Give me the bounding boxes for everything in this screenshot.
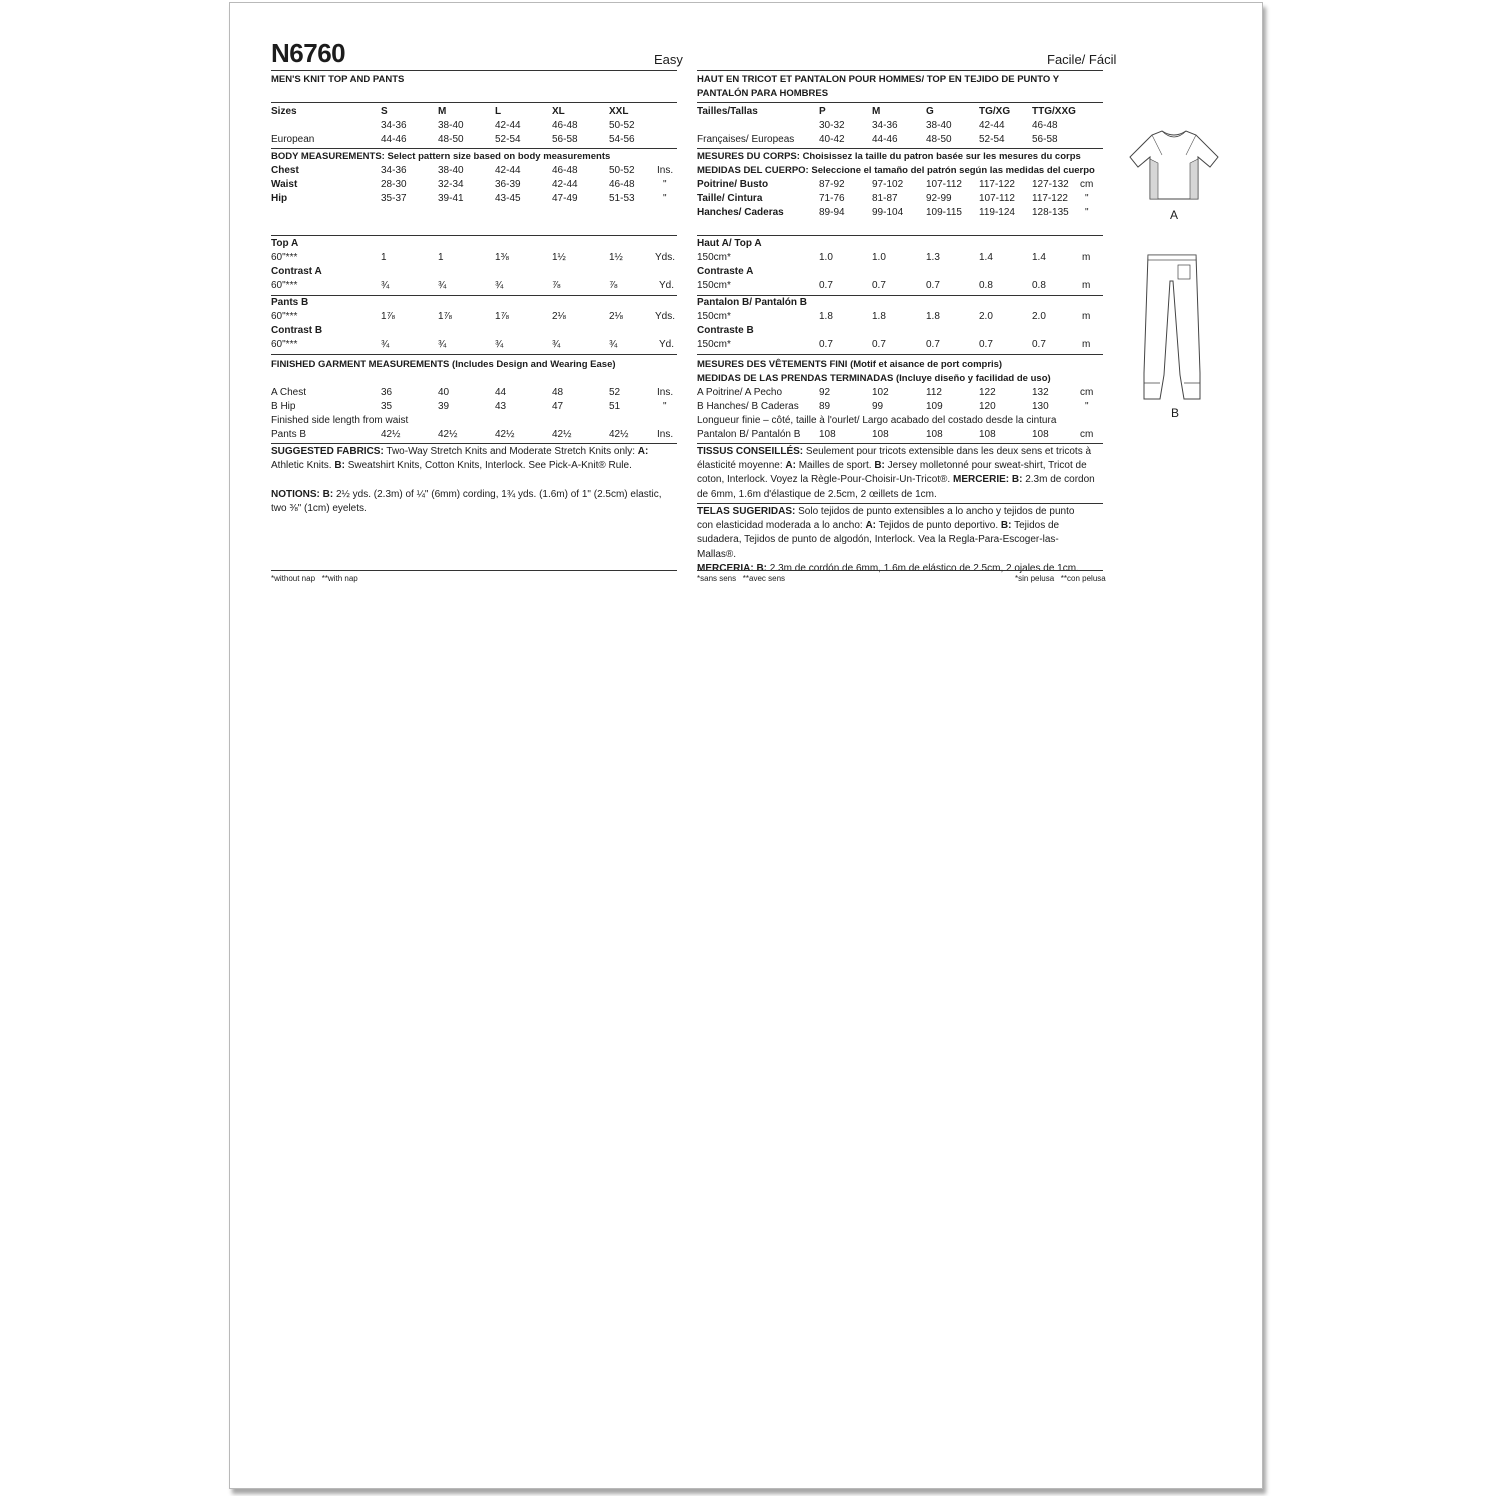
body-value: 36-39 [495, 179, 521, 190]
finished-value: 109 [926, 401, 943, 412]
size-header: XXL [609, 106, 629, 117]
body-value: 107-112 [926, 179, 962, 190]
size-header: M [872, 106, 881, 117]
finished-row-label: B Hip [271, 401, 296, 412]
finished-value: 47 [552, 401, 564, 412]
size-range: 50-52 [609, 120, 635, 131]
pants-length-label: Pants B [271, 429, 307, 440]
yardage-value: 0.7 [872, 339, 886, 350]
sizes-label-fr: Tailles/Tallas [697, 106, 758, 117]
tissus-conseilles: TISSUS CONSEILLÉS: Seulement pour tricots extensible dans les deux sens et tricots à élasticité moyenne: A: Mailles de sport. B: Jersey molletonné pour sweat-shirt, Tricot de coton, Interlock. Voyez la Règle-Pour-Choisir-Un-Tricot®. MERCERIE: B: 2.3m de cordon de 6mm, 1.6m d'élastique de 2.5cm, 2 œillets de 1cm. [697, 446, 1095, 500]
yardage-value: 0.7 [1032, 339, 1046, 350]
yardage-heading: Contraste A [697, 266, 754, 277]
body-row-label: Poitrine/ Busto [697, 179, 769, 190]
body-value: 107-112 [979, 193, 1015, 204]
finished-value: 43 [495, 401, 507, 412]
finished-row-label: A Poitrine/ A Pecho [697, 387, 783, 398]
body-row-label: Hanches/ Caderas [697, 207, 784, 218]
fabric-width: 60"*** [271, 252, 298, 263]
body-value: 39-41 [438, 193, 464, 204]
body-value: 127-132 [1032, 179, 1069, 190]
unit-label: cm [1080, 179, 1094, 190]
body-value: 71-76 [819, 193, 845, 204]
european-size: 56-58 [552, 134, 578, 145]
yardage-value: 2.0 [979, 311, 993, 322]
view-b-label: B [1171, 406, 1180, 420]
european-size: 40-42 [819, 134, 845, 145]
yardage-value: 1.8 [819, 311, 833, 322]
yardage-value: 1 [381, 252, 387, 263]
size-range: 34-36 [381, 120, 407, 131]
yardage-value: 1.0 [872, 252, 886, 263]
finished-value: 89 [819, 401, 831, 412]
pants-length-value: 42½ [552, 429, 572, 440]
body-row-label: Hip [271, 193, 288, 204]
yardage-value: 0.7 [926, 339, 940, 350]
body-value: 46-48 [552, 165, 578, 176]
body-value: 92-99 [926, 193, 952, 204]
yardage-heading: Pants B [271, 297, 309, 308]
pants-length-value: 108 [979, 429, 996, 440]
unit-label: m [1082, 280, 1091, 291]
size-range: 42-44 [495, 120, 521, 131]
suggested-fabrics: SUGGESTED FABRICS: Two-Way Stretch Knits and Moderate Stretch Knits only: A: Athletic Knits. B: Sweatshirt Knits, Cotton Knits, Interlock. See Pick-A-Knit® Rule. [271, 446, 649, 472]
finished-measurements-heading: FINISHED GARMENT MEASUREMENTS (Includes Design and Wearing Ease) [271, 359, 616, 370]
yardage-value: 1.4 [979, 252, 993, 263]
yardage-value: 1.3 [926, 252, 940, 263]
size-header: P [819, 106, 826, 117]
finished-value: 99 [872, 401, 884, 412]
body-value: 43-45 [495, 193, 521, 204]
yardage-value: 1.8 [926, 311, 940, 322]
yardage-value: ¾ [381, 339, 390, 350]
size-range: 38-40 [438, 120, 464, 131]
size-header: XL [552, 106, 565, 117]
body-value: 35-37 [381, 193, 407, 204]
body-value: 117-122 [979, 179, 1015, 190]
difficulty-label: Easy [654, 52, 683, 67]
sizes-label: Sizes [271, 106, 297, 117]
finished-value: 51 [609, 401, 621, 412]
body-value: 32-34 [438, 179, 464, 190]
body-value: 119-124 [979, 207, 1015, 218]
difficulty-label-fr: Facile/ Fácil [1047, 52, 1117, 67]
finished-value: 130 [1032, 401, 1049, 412]
finished-value: 120 [979, 401, 996, 412]
finished-row-label: A Chest [271, 387, 307, 398]
body-row-label: Waist [271, 179, 298, 190]
yardage-value: 1⅞ [495, 311, 509, 322]
yardage-heading: Contrast A [271, 266, 322, 277]
yardage-value: 1.4 [1032, 252, 1046, 263]
european-size: 52-54 [495, 134, 521, 145]
body-value: 42-44 [495, 165, 521, 176]
unit-label: Yds. [655, 311, 676, 322]
body-measurements-heading-fr: MESURES DU CORPS: Choisissez la taille du patron basée sur les mesures du corps [697, 151, 1081, 162]
unit-label: Ins. [657, 165, 674, 176]
yardage-value: ¾ [609, 339, 618, 350]
view-a-label: A [1170, 208, 1179, 222]
yardage-value: 2⅛ [609, 311, 623, 322]
body-value: 34-36 [381, 165, 407, 176]
unit-label: Yd. [659, 339, 675, 350]
finished-value: 44 [495, 387, 507, 398]
unit-label: Ins. [657, 429, 674, 440]
unit-label: m [1082, 311, 1091, 322]
yardage-value: 1.8 [872, 311, 886, 322]
finished-value: 112 [926, 387, 942, 398]
yardage-value: ¾ [495, 339, 504, 350]
yardage-value: ⅞ [552, 280, 561, 291]
finished-value: 39 [438, 401, 450, 412]
size-header: L [495, 106, 502, 117]
body-value: 28-30 [381, 179, 407, 190]
european-size: 44-46 [381, 134, 407, 145]
yardage-value: 1.0 [819, 252, 833, 263]
yardage-value: 1 [438, 252, 444, 263]
pattern-number: N6760 [271, 38, 346, 68]
body-value: 99-104 [872, 207, 904, 218]
unit-label: cm [1080, 387, 1094, 398]
pants-length-value: 108 [819, 429, 836, 440]
unit-label: m [1082, 339, 1091, 350]
yardage-value: ¾ [438, 339, 447, 350]
body-value: 117-122 [1032, 193, 1068, 204]
finished-measurements-heading-fr: MESURES DES VÊTEMENTS FINI (Motif et aisance de port compris) [697, 359, 1003, 370]
footnote-es: *sin pelusa **con pelusa [1015, 574, 1106, 583]
body-value: 87-92 [819, 179, 845, 190]
pattern-instruction-sheet [229, 2, 1263, 1489]
finished-row-label: B Hanches/ B Caderas [697, 401, 799, 412]
pants-length-value: 42½ [381, 429, 401, 440]
yardage-value: 1⅞ [438, 311, 452, 322]
body-value: 97-102 [872, 179, 904, 190]
garment-subtitle: MEN'S KNIT TOP AND PANTS [271, 74, 405, 85]
size-header: TTG/XXG [1032, 106, 1076, 117]
yardage-value: 1⅜ [495, 252, 509, 263]
finished-value: 92 [819, 387, 831, 398]
yardage-heading: Contrast B [271, 325, 323, 336]
yardage-value: 0.7 [819, 280, 833, 291]
yardage-value: 0.8 [979, 280, 993, 291]
european-size: 54-56 [609, 134, 635, 145]
fabric-width: 60"*** [271, 311, 298, 322]
unit-label: m [1082, 252, 1091, 263]
body-value: 109-115 [926, 207, 962, 218]
unit-label: Yd. [659, 280, 675, 291]
top-a-sketch-icon [1128, 127, 1220, 207]
pants-length-value: 108 [926, 429, 943, 440]
european-size: 52-54 [979, 134, 1005, 145]
european-size: 56-58 [1032, 134, 1058, 145]
pants-length-value: 108 [872, 429, 889, 440]
yardage-heading: Pantalon B/ Pantalón B [697, 297, 808, 308]
size-range: 42-44 [979, 120, 1005, 131]
body-row-label: Chest [271, 165, 299, 176]
finished-value: 48 [552, 387, 564, 398]
size-range: 30-32 [819, 120, 845, 131]
side-length-note-fr: Longueur finie – côté, taille à l'ourlet/ Largo acabado del costado desde la cintura [697, 415, 1057, 426]
notions: NOTIONS: B: 2½ yds. (2.3m) of ¼" (6mm) cording, 1¾ yds. (1.6m) of 1" (2.5cm) elastic, two ⅜" (1cm) eyelets. [271, 489, 662, 515]
yardage-value: ¾ [552, 339, 561, 350]
yardage-value: 0.7 [872, 280, 886, 291]
body-value: 81-87 [872, 193, 898, 204]
yardage-heading: Haut A/ Top A [697, 238, 762, 249]
body-value: 89-94 [819, 207, 845, 218]
unit-label: " [663, 179, 667, 190]
yardage-value: 0.8 [1032, 280, 1046, 291]
body-value: 50-52 [609, 165, 635, 176]
body-value: 47-49 [552, 193, 578, 204]
finished-value: 40 [438, 387, 450, 398]
unit-label: " [663, 193, 667, 204]
yardage-value: 2.0 [1032, 311, 1046, 322]
body-row-label: Taille/ Cintura [697, 193, 763, 204]
pants-length-value: 42½ [438, 429, 458, 440]
size-header: TG/XG [979, 106, 1011, 117]
unit-label: " [1085, 193, 1089, 204]
size-header: G [926, 106, 934, 117]
unit-label: " [1085, 207, 1089, 218]
body-value: 46-48 [609, 179, 635, 190]
european-size: 44-46 [872, 134, 898, 145]
yardage-value: 0.7 [819, 339, 833, 350]
body-value: 51-53 [609, 193, 635, 204]
footnote: *without nap **with nap [271, 574, 358, 583]
unit-label: " [663, 401, 667, 412]
size-range: 38-40 [926, 120, 952, 131]
body-value: 128-135 [1032, 207, 1069, 218]
finished-value: 52 [609, 387, 621, 398]
european-size: 48-50 [926, 134, 952, 145]
unit-label: Yds. [655, 252, 676, 263]
european-label: European [271, 134, 315, 145]
yardage-heading: Top A [271, 238, 299, 249]
size-range: 46-48 [1032, 120, 1058, 131]
side-length-note: Finished side length from waist [271, 415, 409, 426]
finished-value: 122 [979, 387, 996, 398]
body-measurements-heading: BODY MEASUREMENTS: Select pattern size based on body measurements [271, 151, 611, 162]
finished-measurements-heading-es: MEDIDAS DE LAS PRENDAS TERMINADAS (Incluye diseño y facilidad de uso) [697, 373, 1051, 384]
body-value: 42-44 [552, 179, 578, 190]
european-size: 48-50 [438, 134, 464, 145]
unit-label: " [1085, 401, 1089, 412]
body-measurements-heading-es: MEDIDAS DEL CUERPO: Seleccione el tamaño del patrón según las medidas del cuerpo [697, 165, 1095, 176]
yardage-value: ¾ [438, 280, 447, 291]
yardage-value: 1½ [609, 252, 623, 263]
fabric-width: 60"*** [271, 280, 298, 291]
fabric-width: 60"*** [271, 339, 298, 350]
yardage-value: 0.7 [926, 280, 940, 291]
pants-length-value: 108 [1032, 429, 1049, 440]
garment-subtitle-fr: HAUT EN TRICOT ET PANTALON POUR HOMMES/ TOP EN TEJIDO DE PUNTO Y PANTALÓN PARA HOMBRES [697, 74, 1059, 99]
unit-label: cm [1080, 429, 1094, 440]
finished-value: 36 [381, 387, 393, 398]
size-range: 46-48 [552, 120, 578, 131]
fabric-width: 150cm* [697, 252, 731, 263]
finished-value: 35 [381, 401, 393, 412]
footnote-fr: *sans sens **avec sens [697, 574, 786, 583]
finished-value: 102 [872, 387, 889, 398]
size-header: M [438, 106, 447, 117]
yardage-value: 1⅞ [381, 311, 395, 322]
size-range: 34-36 [872, 120, 898, 131]
yardage-value: ¾ [381, 280, 390, 291]
yardage-heading: Contraste B [697, 325, 754, 336]
pants-length-value: 42½ [495, 429, 515, 440]
fabric-width: 150cm* [697, 339, 731, 350]
fabric-width: 150cm* [697, 280, 731, 291]
european-label-fr: Françaises/ Europeas [697, 134, 795, 145]
yardage-value: ⅞ [609, 280, 618, 291]
yardage-value: 0.7 [979, 339, 993, 350]
yardage-value: 2⅛ [552, 311, 566, 322]
unit-label: Ins. [657, 387, 674, 398]
yardage-value: ¾ [495, 280, 504, 291]
telas-sugeridas: TELAS SUGERIDAS: Solo tejidos de punto extensibles a lo ancho y tejidos de punto con elasticidad moderada a lo ancho: A: Tejidos de punto deportivo. B: Tejidos de sudadera, Tejidos de punto de algodón, Interlock. Vea la Regla-Para-Escoger-las-Mallas®. MERCERIA: B: 2.3m de cordón de 6mm, 1.6m de elástico de 2.5cm, 2 ojales de 1cm. [697, 506, 1079, 574]
fabric-width: 150cm* [697, 311, 731, 322]
size-header: S [381, 106, 388, 117]
yardage-value: 1½ [552, 252, 566, 263]
pants-length-label: Pantalon B/ Pantalón B [697, 429, 801, 440]
pants-b-sketch-icon [1140, 253, 1204, 407]
pants-length-value: 42½ [609, 429, 629, 440]
finished-value: 132 [1032, 387, 1049, 398]
body-value: 38-40 [438, 165, 464, 176]
